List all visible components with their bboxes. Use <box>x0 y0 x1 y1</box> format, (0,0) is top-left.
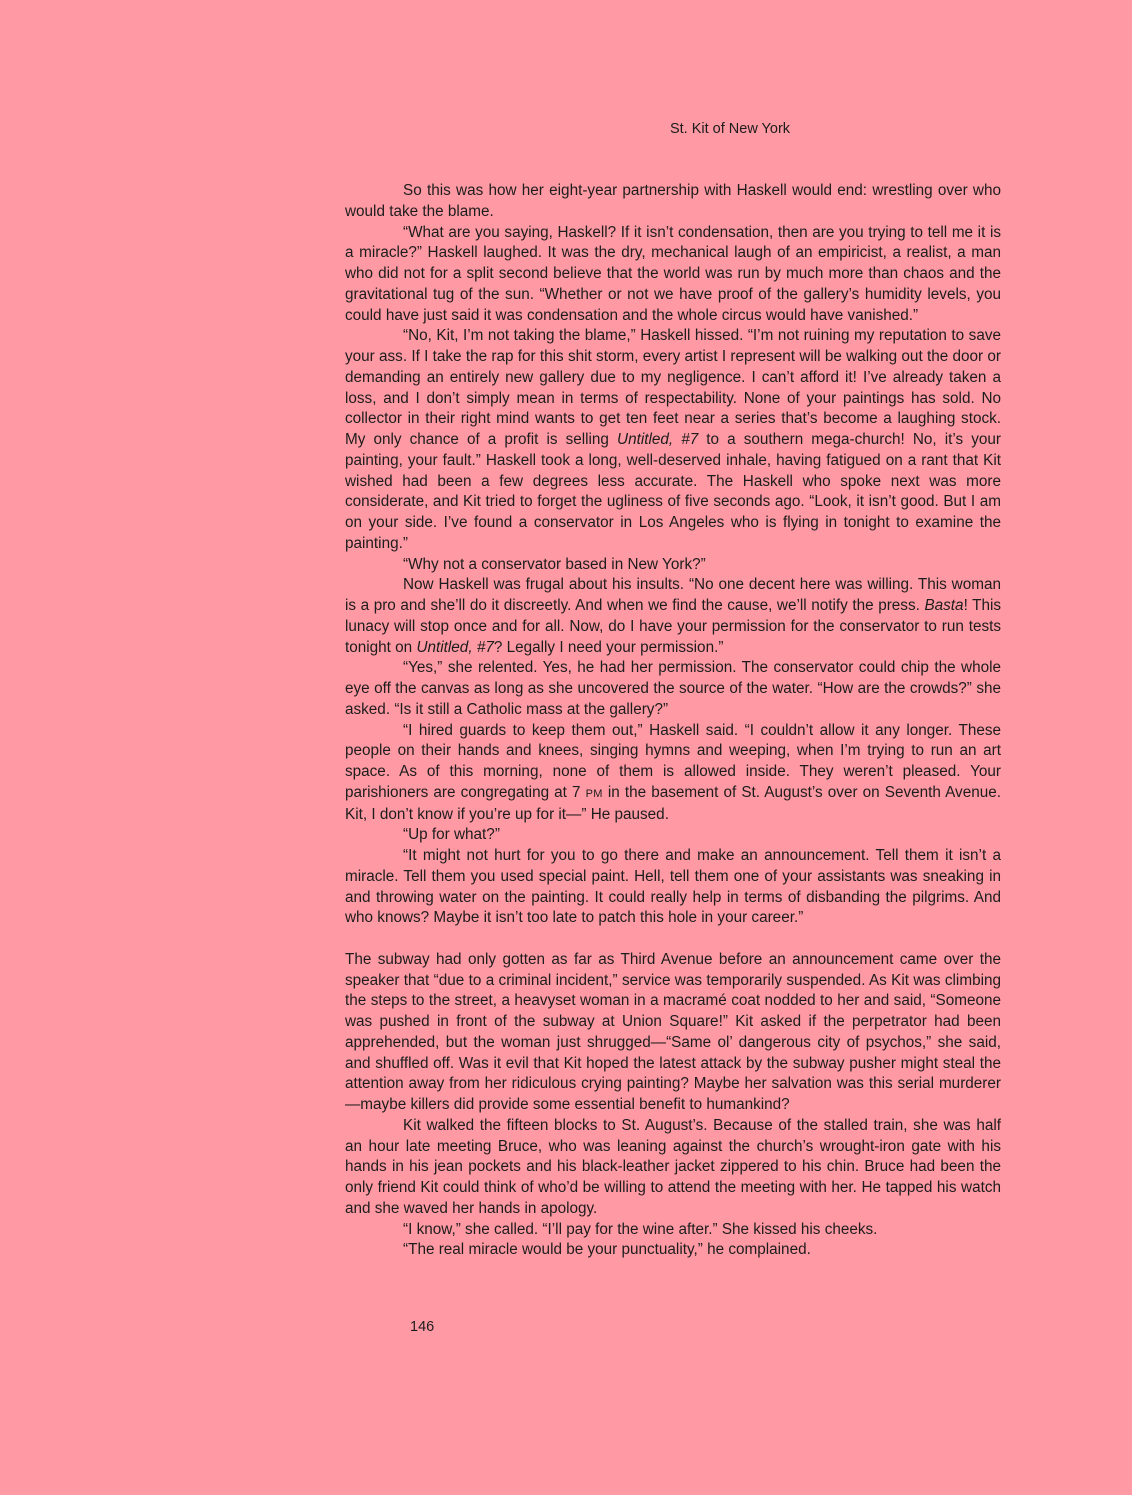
artwork-title: Untitled, #7 <box>617 431 699 448</box>
paragraph: Kit walked the fifteen blocks to St. August’s. Because of the stalled train, she was half an hour late meeting Bruce, who was leaning against the church’s wrought-iron gate with his hands in his jean pockets and his black-leather jacket zippered to his chin. Bruce had been the only friend Kit could think of who’d be willing to attend the meeting with her. He tapped his watch and she waved her hands in apology. <box>345 1116 1001 1217</box>
paragraph: Now Haskell was frugal about his insults. “No one decent here was willing. This woman is a pro and she’ll do it discreetly. And when we find the cause, we’ll notify the press. Basta! This lunacy will stop once and for all. Now, do I have your permission for the conservator to run tests tonight on Untitled, #7? Legally I need your permission.” <box>345 576 1002 656</box>
running-header <box>0 121 1132 137</box>
paragraph: “Yes,” she relented. Yes, he had her permission. The conservator could chip the whole eye off the canvas as long as she uncovered the source of the water. “How are the crowds?” she asked. “Is it still a Catholic mass at the gallery?” <box>345 659 1001 718</box>
paragraph: “What are you saying, Haskell? If it isn’t condensation, then are you trying to tell me it is a miracle?” Haskell laughed. It was the dry, mechanical laugh of an empiricist, a realist, a man who did not for a split second believe that the world was run by much more than chaos and the gravitational tug of the sun. “Whether or not we have proof of the gallery’s humidity levels, you could have just said it was condensation and the whole circus would have vanished.” <box>345 223 1001 324</box>
paragraph: “No, Kit, I’m not taking the blame,” Haskell hissed. “I’m not ruining my reputation to save your ass. If I take the rap for this shit storm, every artist I represent will be walking out the door or demanding an entirely new gallery due to my negligence. I can’t afford it! I’ve already taken a loss, and I don’t simply mean in terms of respectability. None of your paintings has sold. No collector in their right mind wants to get ten feet near a series that’s become a laughing stock. My only chance of a profit is selling Untitled, #7 to a southern mega-church! No, it’s your painting, your fault.” Haskell took a long, well-deserved inhale, having fatigued on a rant that Kit wished had been a few degrees less accurate. The Haskell who spoke next was more considerate, and Kit tried to forget the ugliness of five seconds ago. “Look, it isn’t good. But I am on your side. I’ve found a conservator in Los Angeles who is flying in tonight to examine the painting.” <box>345 327 1001 552</box>
section-opening-paragraph: The subway had only gotten as far as Third Avenue before an announcement came over the speaker that “due to a criminal incident,” service was temporarily suspended. As Kit was climbing the steps to the street, a heavyset woman in a macramé coat nodded to her and said, “Someone was pushed in front of the subway at Union Square!” Kit asked if the perpetrator had been apprehended, but the woman just shrugged—“Same ol’ dangerous city of psychos,” she said, and shuffled off. Was it evil that Kit hoped the latest attack by the subway pusher might steal the attention away from her ridiculous crying painting? Maybe her salvation was this serial murderer—maybe killers did provide some essential benefit to humankind? <box>345 950 1001 1113</box>
small-caps-time: PM <box>585 787 603 800</box>
paragraph: “Why not a conservator based in New York?” <box>403 555 706 573</box>
running-title: St. Kit of New York <box>669 121 791 137</box>
italic-word: Basta <box>924 597 964 614</box>
paragraph: “I hired guards to keep them out,” Haskell said. “I couldn’t allow it any longer. These people on their hands and knees, singing hymns and weeping, when I’m trying to run an art space. As of this morning, none of them is allowed inside. They weren’t pleased. Your parishioners are congregating at 7 PM in the basement of St. August’s over on Seventh Avenue. Kit, I don’t know if you’re up for it—” He paused. <box>345 721 1001 823</box>
paragraph: “It might not hurt for you to go there and make an announcement. Tell them it isn’t a miracle. Tell them you used special paint. Hell, tell them one of your assistants was sneaking in and throwing water on the painting. It could really help in terms of disbanding the pilgrims. And who knows? Maybe it isn’t too late to patch this hole in your career.” <box>345 847 1001 927</box>
paragraph: “The real miracle would be your punctuality,” he complained. <box>403 1241 811 1259</box>
paragraph: “I know,” she called. “I’ll pay for the wine after.” She kissed his cheeks. <box>403 1220 878 1238</box>
artwork-title: Untitled, #7 <box>416 638 494 656</box>
paragraph: “Up for what?” <box>403 826 500 844</box>
body-text <box>345 181 1001 1261</box>
paragraph: So this was how her eight-year partnership with Haskell would end: wrestling over who would take the blame. <box>345 182 1001 220</box>
page-number: 146 <box>410 1319 435 1335</box>
